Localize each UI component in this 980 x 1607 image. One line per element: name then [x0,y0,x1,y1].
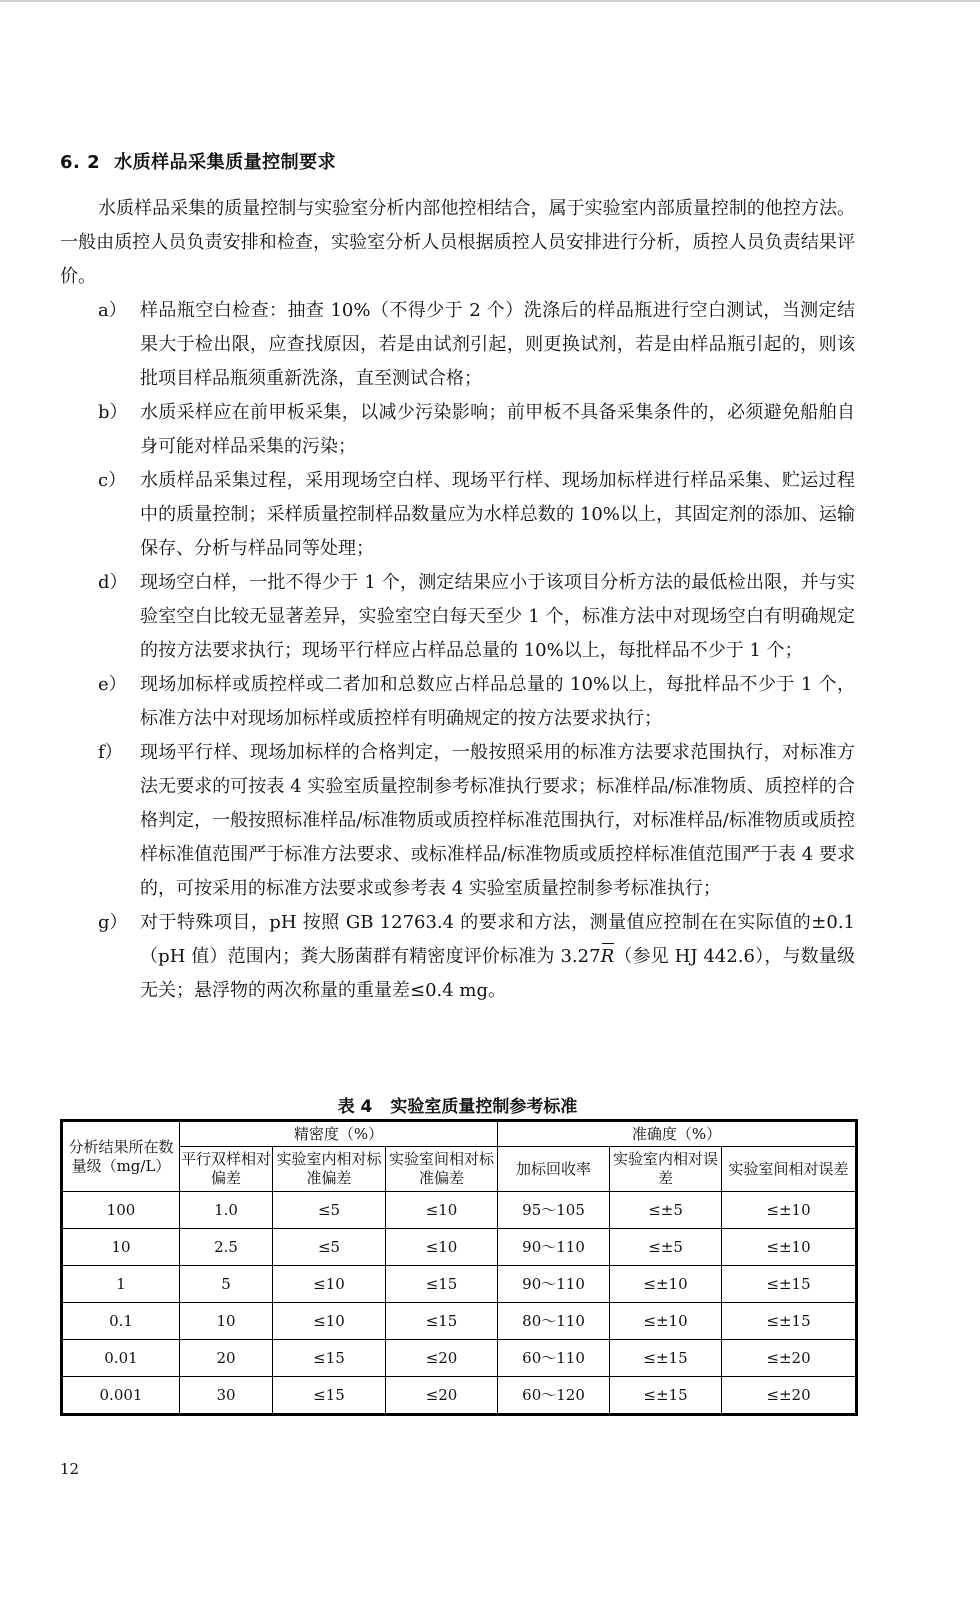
table-cell: ≤10 [386,1229,498,1266]
quality-control-table [60,1119,858,1416]
table-cell: 30 [180,1377,273,1415]
table-row [62,1377,857,1415]
section-title: 水质样品采集质量控制要求 [114,152,337,173]
list-item [60,294,855,396]
table-cell: ≤±10 [722,1192,857,1229]
list-item [60,566,855,668]
table-cell: ≤10 [386,1192,498,1229]
table-cell: ≤±15 [722,1266,857,1303]
table-cell: ≤20 [386,1377,498,1415]
table-cell: 1 [62,1266,180,1303]
table-cell: 60～120 [498,1377,610,1415]
table-row [62,1229,857,1266]
table-cell: 20 [180,1340,273,1377]
table-cell: ≤±5 [610,1229,722,1266]
table-cell: 60～110 [498,1340,610,1377]
r-bar-symbol: R [601,940,615,974]
column-header: 实验室内相对误差 [610,1147,722,1192]
list-marker: f） [98,742,123,763]
table-cell: 10 [180,1303,273,1340]
table-cell: ≤10 [273,1303,386,1340]
list-item [60,668,855,736]
table-cell: 5 [180,1266,273,1303]
table-cell: 90～110 [498,1229,610,1266]
table-cell: ≤±10 [610,1266,722,1303]
list-item-text: 水质采样应在前甲板采集，以减少污染影响；前甲板不具备采集条件的，必须避免船舶自身可能对样品采集的污染； [140,402,855,457]
list-item [60,906,855,1008]
list-marker: g） [98,912,128,933]
section-heading [60,148,336,174]
list-marker: c） [98,470,127,491]
column-header: 平行双样相对偏差 [180,1147,273,1192]
table-cell: 95～105 [498,1192,610,1229]
list-item-text: 现场空白样，一批不得少于 1 个，测定结果应小于该项目分析方法的最低检出限，并与实验室空白比较无显著差异，实验室空白每天至少 1 个，标准方法中对现场空白有明确规定的按方法要求执行；现场平行样应占样品总量的 10%以上，每批样品不少于 1 个； [140,572,855,661]
table-cell: 2.5 [180,1229,273,1266]
table-cell: ≤±10 [722,1229,857,1266]
table-row [62,1303,857,1340]
magnitude-header: 分析结果所在数量级（mg/L） [62,1121,180,1192]
page-number: 12 [60,1460,80,1478]
table-cell: ≤15 [273,1340,386,1377]
table-cell: ≤±10 [610,1303,722,1340]
list-item-text: 现场加标样或质控样或二者加和总数应占样品总量的 10%以上，每批样品不少于 1 个，标准方法中对现场加标样或质控样有明确规定的按方法要求执行； [140,674,855,729]
table-cell: ≤±15 [722,1303,857,1340]
table-row [62,1340,857,1377]
table-cell: 1.0 [180,1192,273,1229]
table-number: 表 4 [337,1097,373,1117]
list-item-text: 水质样品采集过程，采用现场空白样、现场平行样、现场加标样进行样品采集、贮运过程中的质量控制；采样质量控制样品数量应为水样总数的 10%以上，其固定剂的添加、运输保存、分析与样品同等处理； [140,470,855,559]
requirements-list [60,294,855,1008]
list-marker: b） [98,402,128,423]
table-cell: ≤5 [273,1229,386,1266]
table-cell: ≤10 [273,1266,386,1303]
list-item [60,396,855,464]
list-item-text-part2: （参见 HJ 442.6），与数量级无关；悬浮物的两次称量的重量差≤0.4 mg。 [140,946,855,1001]
list-marker: d） [98,572,128,593]
list-item-text-part1: 对于特殊项目，pH 按照 GB 12763.4 的要求和方法，测量值应控制在在实际值的±0.1（pH 值）范围内；粪大肠菌群有精密度评价标准为 3.27 [140,912,855,967]
table-cell: ≤±20 [722,1377,857,1415]
column-header: 实验室间相对误差 [722,1147,857,1192]
table-cell: ≤±15 [610,1377,722,1415]
table-cell: 80～110 [498,1303,610,1340]
table-caption [60,1092,855,1117]
table-cell: 0.001 [62,1377,180,1415]
column-header: 加标回收率 [498,1147,610,1192]
column-header: 实验室间相对标准偏差 [386,1147,498,1192]
table-cell: 0.01 [62,1340,180,1377]
table-cell: 100 [62,1192,180,1229]
table-cell: ≤±20 [722,1340,857,1377]
table-cell: 0.1 [62,1303,180,1340]
list-marker: a） [98,300,127,321]
list-item-text: 现场平行样、现场加标样的合格判定，一般按照采用的标准方法要求范围执行，对标准方法无要求的可按表 4 实验室质量控制参考标准执行要求；标准样品/标准物质、质控样的合格判定，一般按照标准样品/标准物质或质控样标准范围执行，对标准样品/标准物质或质控样标准值范围严于标准方法要求、或标准样品/标准物质或质控样标准值范围严于表 4 要求的，可按采用的标准方法要求或参考表 4 实验室质量控制参考标准执行； [140,742,855,899]
accuracy-group-header: 准确度（%） [498,1121,857,1147]
table-cell: ≤15 [386,1266,498,1303]
table-cell: ≤±15 [610,1340,722,1377]
list-marker: e） [98,674,127,695]
table-cell: ≤20 [386,1340,498,1377]
table-cell: ≤±5 [610,1192,722,1229]
table-title: 实验室质量控制参考标准 [390,1097,578,1117]
table-cell: 10 [62,1229,180,1266]
section-number: 6. 2 [60,152,101,173]
table-cell: 90～110 [498,1266,610,1303]
table-cell: ≤15 [273,1377,386,1415]
list-item-text: 样品瓶空白检查：抽查 10%（不得少于 2 个）洗涤后的样品瓶进行空白测试，当测定结果大于检出限，应查找原因，若是由试剂引起，则更换试剂，若是由样品瓶引起的，则该批项目样品瓶须重新洗涤，直至测试合格； [140,300,855,389]
list-item [60,736,855,906]
intro-paragraph: 水质样品采集的质量控制与实验室分析内部他控相结合，属于实验室内部质量控制的他控方法。一般由质控人员负责安排和检查，实验室分析人员根据质控人员安排进行分析，质控人员负责结果评价。 [60,198,855,287]
list-item [60,464,855,566]
precision-group-header: 精密度（%） [180,1121,498,1147]
table-cell: ≤5 [273,1192,386,1229]
table-row [62,1192,857,1229]
column-header: 实验室内相对标准偏差 [273,1147,386,1192]
table-row [62,1266,857,1303]
table-cell: ≤15 [386,1303,498,1340]
page-top-rule [0,0,980,2]
